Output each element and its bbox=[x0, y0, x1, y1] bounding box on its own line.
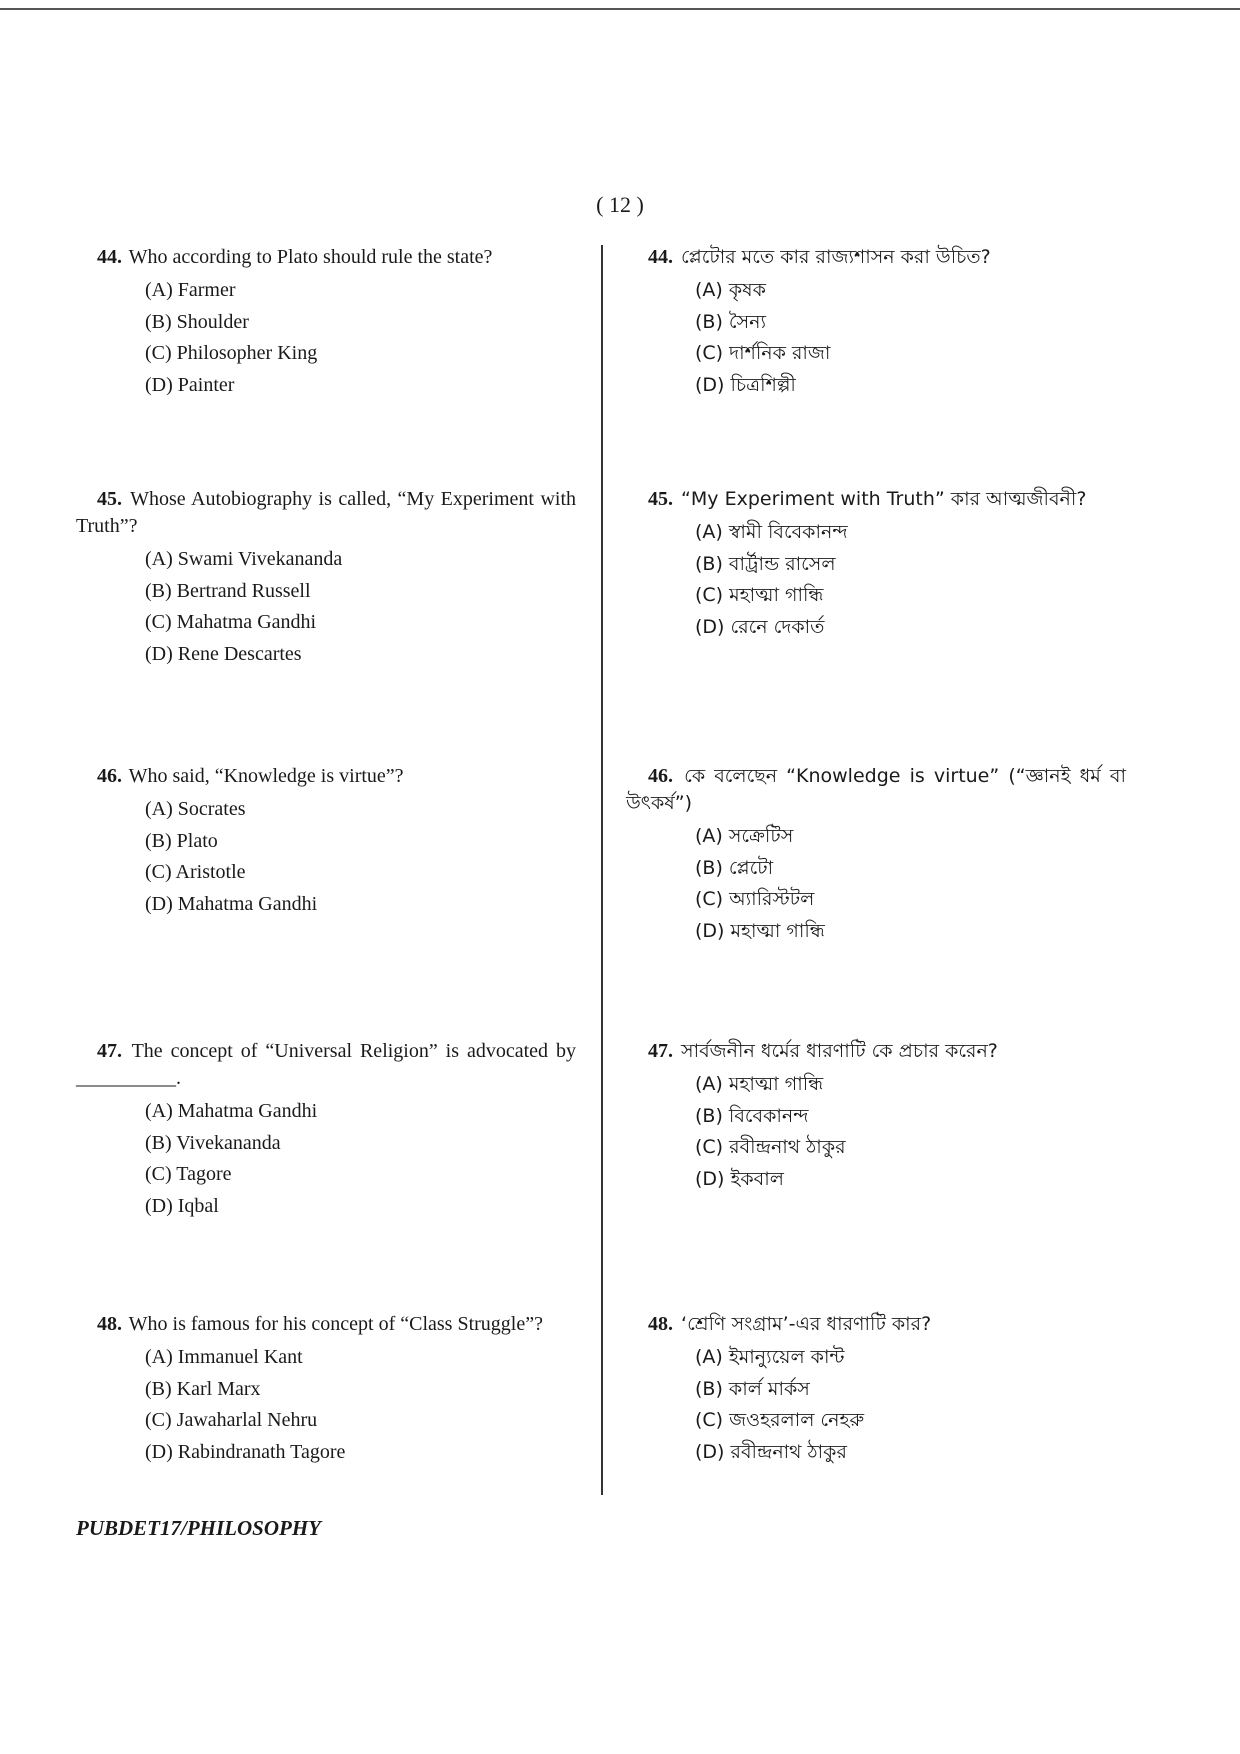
question-text: Who is famous for his concept of “Class Struggle”? bbox=[128, 1313, 543, 1335]
question-number: 47. bbox=[97, 1040, 122, 1062]
question-47-bengali bbox=[648, 1038, 1148, 1195]
option-d: (D) রেনে দেকার্ত bbox=[695, 615, 825, 638]
exam-code-footer: PUBDET17/PHILOSOPHY bbox=[76, 1516, 321, 1540]
page-number: ( 12 ) bbox=[596, 192, 644, 217]
question-45-bengali bbox=[648, 486, 1148, 643]
option-c: (C) Jawaharlal Nehru bbox=[145, 1409, 318, 1431]
option-a: (A) ইমান্যুয়েল কান্ট bbox=[695, 1346, 845, 1368]
option-a: (A) স্বামী বিবেকানন্দ bbox=[695, 521, 848, 543]
question-text: সার্বজনীন ধর্মের ধারণাটি কে প্রচার করেন? bbox=[681, 1040, 998, 1062]
option-b: (B) বিবেকানন্দ bbox=[695, 1104, 809, 1127]
option-b: (B) সৈন্য bbox=[695, 310, 766, 333]
option-d: (D) ইকবাল bbox=[695, 1167, 784, 1190]
question-number: 48. bbox=[97, 1313, 122, 1335]
question-number: 46. bbox=[648, 765, 673, 787]
question-number: 46. bbox=[97, 765, 122, 787]
option-a: (A) Mahatma Gandhi bbox=[145, 1100, 318, 1122]
question-text: “My Experiment with Truth” কার আত্মজীবনী? bbox=[681, 488, 1087, 510]
option-d: (D) Rabindranath Tagore bbox=[145, 1440, 346, 1463]
question-stem bbox=[97, 244, 577, 271]
option-b: (B) Shoulder bbox=[145, 310, 249, 333]
option-d: (D) Rene Descartes bbox=[145, 642, 302, 665]
question-stem bbox=[76, 1311, 576, 1338]
option-c: (C) Philosopher King bbox=[145, 342, 318, 364]
option-a: (A) কৃষক bbox=[695, 279, 766, 301]
option-c: (C) Aristotle bbox=[145, 861, 246, 883]
option-a: (A) সক্রেটিস bbox=[695, 825, 794, 847]
option-a: (A) Swami Vivekananda bbox=[145, 548, 343, 570]
option-d: (D) রবীন্দ্রনাথ ঠাকুর bbox=[695, 1440, 847, 1463]
option-d: (D) মহাত্মা গান্ধি bbox=[695, 919, 825, 942]
question-number: 44. bbox=[97, 246, 122, 268]
question-number: 47. bbox=[648, 1040, 673, 1062]
option-c: (C) Mahatma Gandhi bbox=[145, 611, 317, 633]
option-d: (D) চিত্রশিল্পী bbox=[695, 373, 796, 396]
option-c: (C) মহাত্মা গান্ধি bbox=[695, 584, 824, 606]
question-stem bbox=[648, 486, 1148, 513]
question-number: 44. bbox=[648, 246, 673, 268]
question-stem bbox=[648, 1038, 1148, 1065]
question-text: Who according to Plato should rule the state? bbox=[128, 246, 493, 268]
question-stem bbox=[626, 763, 1126, 817]
top-rule bbox=[0, 8, 1240, 10]
option-b: (B) বার্ট্রান্ড রাসেল bbox=[695, 552, 836, 575]
question-48-bengali bbox=[648, 1311, 1148, 1468]
question-text: Who said, “Knowledge is virtue”? bbox=[128, 765, 404, 787]
question-text: ‘শ্রেণি সংগ্রাম’-এর ধারণাটি কার? bbox=[681, 1313, 932, 1335]
option-a: (A) Immanuel Kant bbox=[145, 1346, 303, 1368]
option-b: (B) প্লেটো bbox=[695, 856, 774, 879]
option-b: (B) Plato bbox=[145, 829, 218, 852]
option-a: (A) Farmer bbox=[145, 279, 236, 301]
question-text: প্লেটোর মতে কার রাজ্যশাসন করা উচিত? bbox=[681, 246, 991, 268]
option-a: (A) মহাত্মা গান্ধি bbox=[695, 1073, 824, 1095]
question-text: কে বলেছেন “Knowledge is virtue” (“জ্ঞানই ধর্ম বা উৎকর্ষ”) bbox=[626, 765, 1126, 814]
option-c: (C) দার্শনিক রাজা bbox=[695, 342, 831, 364]
option-c: (C) অ্যারিস্টটল bbox=[695, 888, 815, 910]
option-d: (D) Painter bbox=[145, 373, 235, 396]
option-d: (D) Iqbal bbox=[145, 1194, 219, 1217]
question-stem bbox=[648, 1311, 1148, 1338]
option-b: (B) Karl Marx bbox=[145, 1377, 261, 1400]
question-number: 45. bbox=[648, 488, 673, 510]
option-a: (A) Socrates bbox=[145, 798, 246, 820]
question-44-bengali bbox=[648, 244, 1148, 401]
question-text: The concept of “Universal Religion” is advocated by __________. bbox=[76, 1040, 576, 1089]
option-d: (D) Mahatma Gandhi bbox=[145, 892, 318, 915]
question-stem bbox=[648, 244, 1148, 271]
option-b: (B) Vivekananda bbox=[145, 1131, 281, 1154]
question-text: Whose Autobiography is called, “My Experiment with Truth”? bbox=[76, 488, 576, 537]
question-stem bbox=[76, 763, 576, 790]
question-number: 48. bbox=[648, 1313, 673, 1335]
question-number: 45. bbox=[97, 488, 122, 510]
option-c: (C) Tagore bbox=[145, 1163, 232, 1185]
option-c: (C) রবীন্দ্রনাথ ঠাকুর bbox=[695, 1136, 846, 1158]
question-46-bengali bbox=[626, 763, 1126, 947]
option-c: (C) জওহরলাল নেহরু bbox=[695, 1409, 865, 1431]
option-b: (B) Bertrand Russell bbox=[145, 579, 311, 602]
option-b: (B) কার্ল মার্কস bbox=[695, 1377, 810, 1400]
